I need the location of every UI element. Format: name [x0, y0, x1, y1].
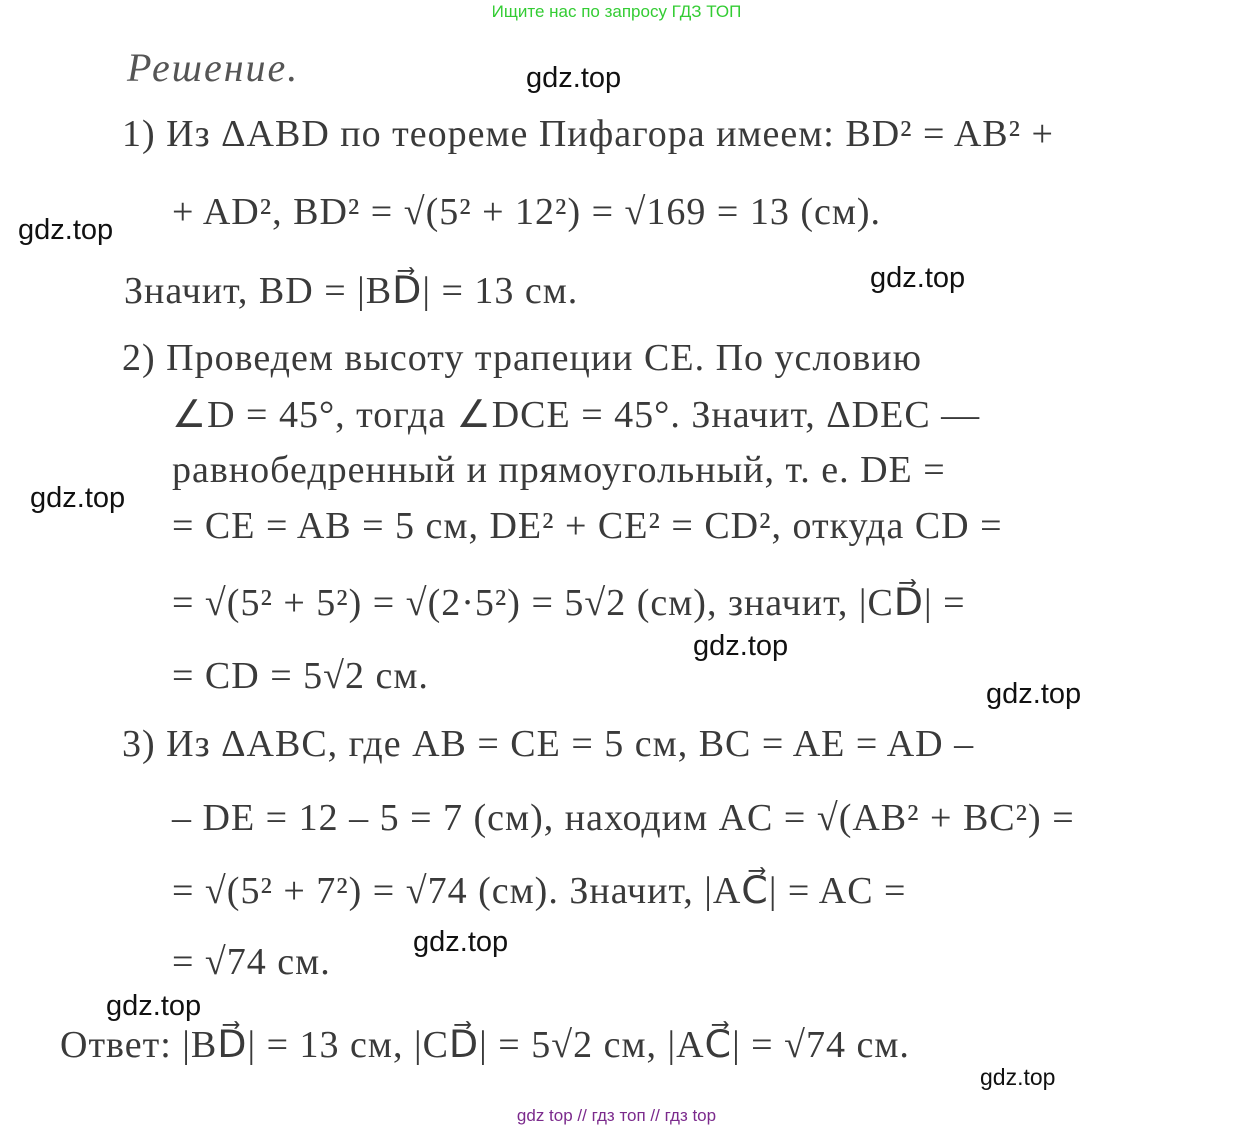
- solution-line-7: = CE = AB = 5 см, DE² + CE² = CD², откуда CD =: [172, 505, 1003, 547]
- answer-line: Ответ: |BD⃗| = 13 см, |CD⃗| = 5√2 см, |AC⃗| = √74 см.: [60, 1024, 910, 1066]
- solution-line-1: 1) Из ΔABD по теореме Пифагора имеем: BD² = AB² +: [122, 113, 1054, 155]
- solution-line-2: + AD², BD² = √(5² + 12²) = √169 = 13 (см).: [172, 191, 882, 233]
- watermark: gdz.top: [986, 678, 1082, 710]
- solution-line-10: 3) Из ΔABC, где AB = CE = 5 см, BC = AE = AD –: [122, 723, 975, 765]
- watermark: gdz.top: [526, 62, 622, 94]
- solution-line-11: – DE = 12 – 5 = 7 (см), находим AC = √(AB² + BC²) =: [172, 797, 1075, 839]
- header-search-link[interactable]: Ищите нас по запросу ГДЗ ТОП: [491, 2, 742, 21]
- watermark: gdz.top: [106, 990, 202, 1022]
- solution-heading: Решение.: [127, 45, 300, 90]
- solution-line-8: = √(5² + 5²) = √(2·5²) = 5√2 (см), значит, |CD⃗| =: [172, 582, 966, 624]
- watermark: gdz.top: [18, 214, 114, 246]
- solution-line-9: = CD = 5√2 см.: [172, 655, 429, 697]
- watermark: gdz.top: [413, 926, 509, 958]
- watermark: gdz.top: [693, 630, 789, 662]
- watermark: gdz.top: [980, 1064, 1056, 1090]
- solution-line-5: ∠D = 45°, тогда ∠DCE = 45°. Значит, ΔDEC —: [172, 394, 981, 436]
- solution-line-6: равнобедренный и прямоугольный, т. е. DE =: [172, 449, 946, 491]
- watermark: gdz.top: [30, 482, 126, 514]
- solution-line-3: Значит, BD = |BD⃗| = 13 см.: [124, 270, 579, 312]
- footer-links[interactable]: gdz top // гдз топ // гдз top: [516, 1106, 717, 1125]
- watermark: gdz.top: [870, 262, 966, 294]
- solution-line-4: 2) Проведем высоту трапеции CE. По условию: [122, 337, 923, 379]
- solution-line-12: = √(5² + 7²) = √74 (см). Значит, |AC⃗| = AC =: [172, 870, 907, 912]
- solution-line-13: = √74 см.: [172, 941, 331, 983]
